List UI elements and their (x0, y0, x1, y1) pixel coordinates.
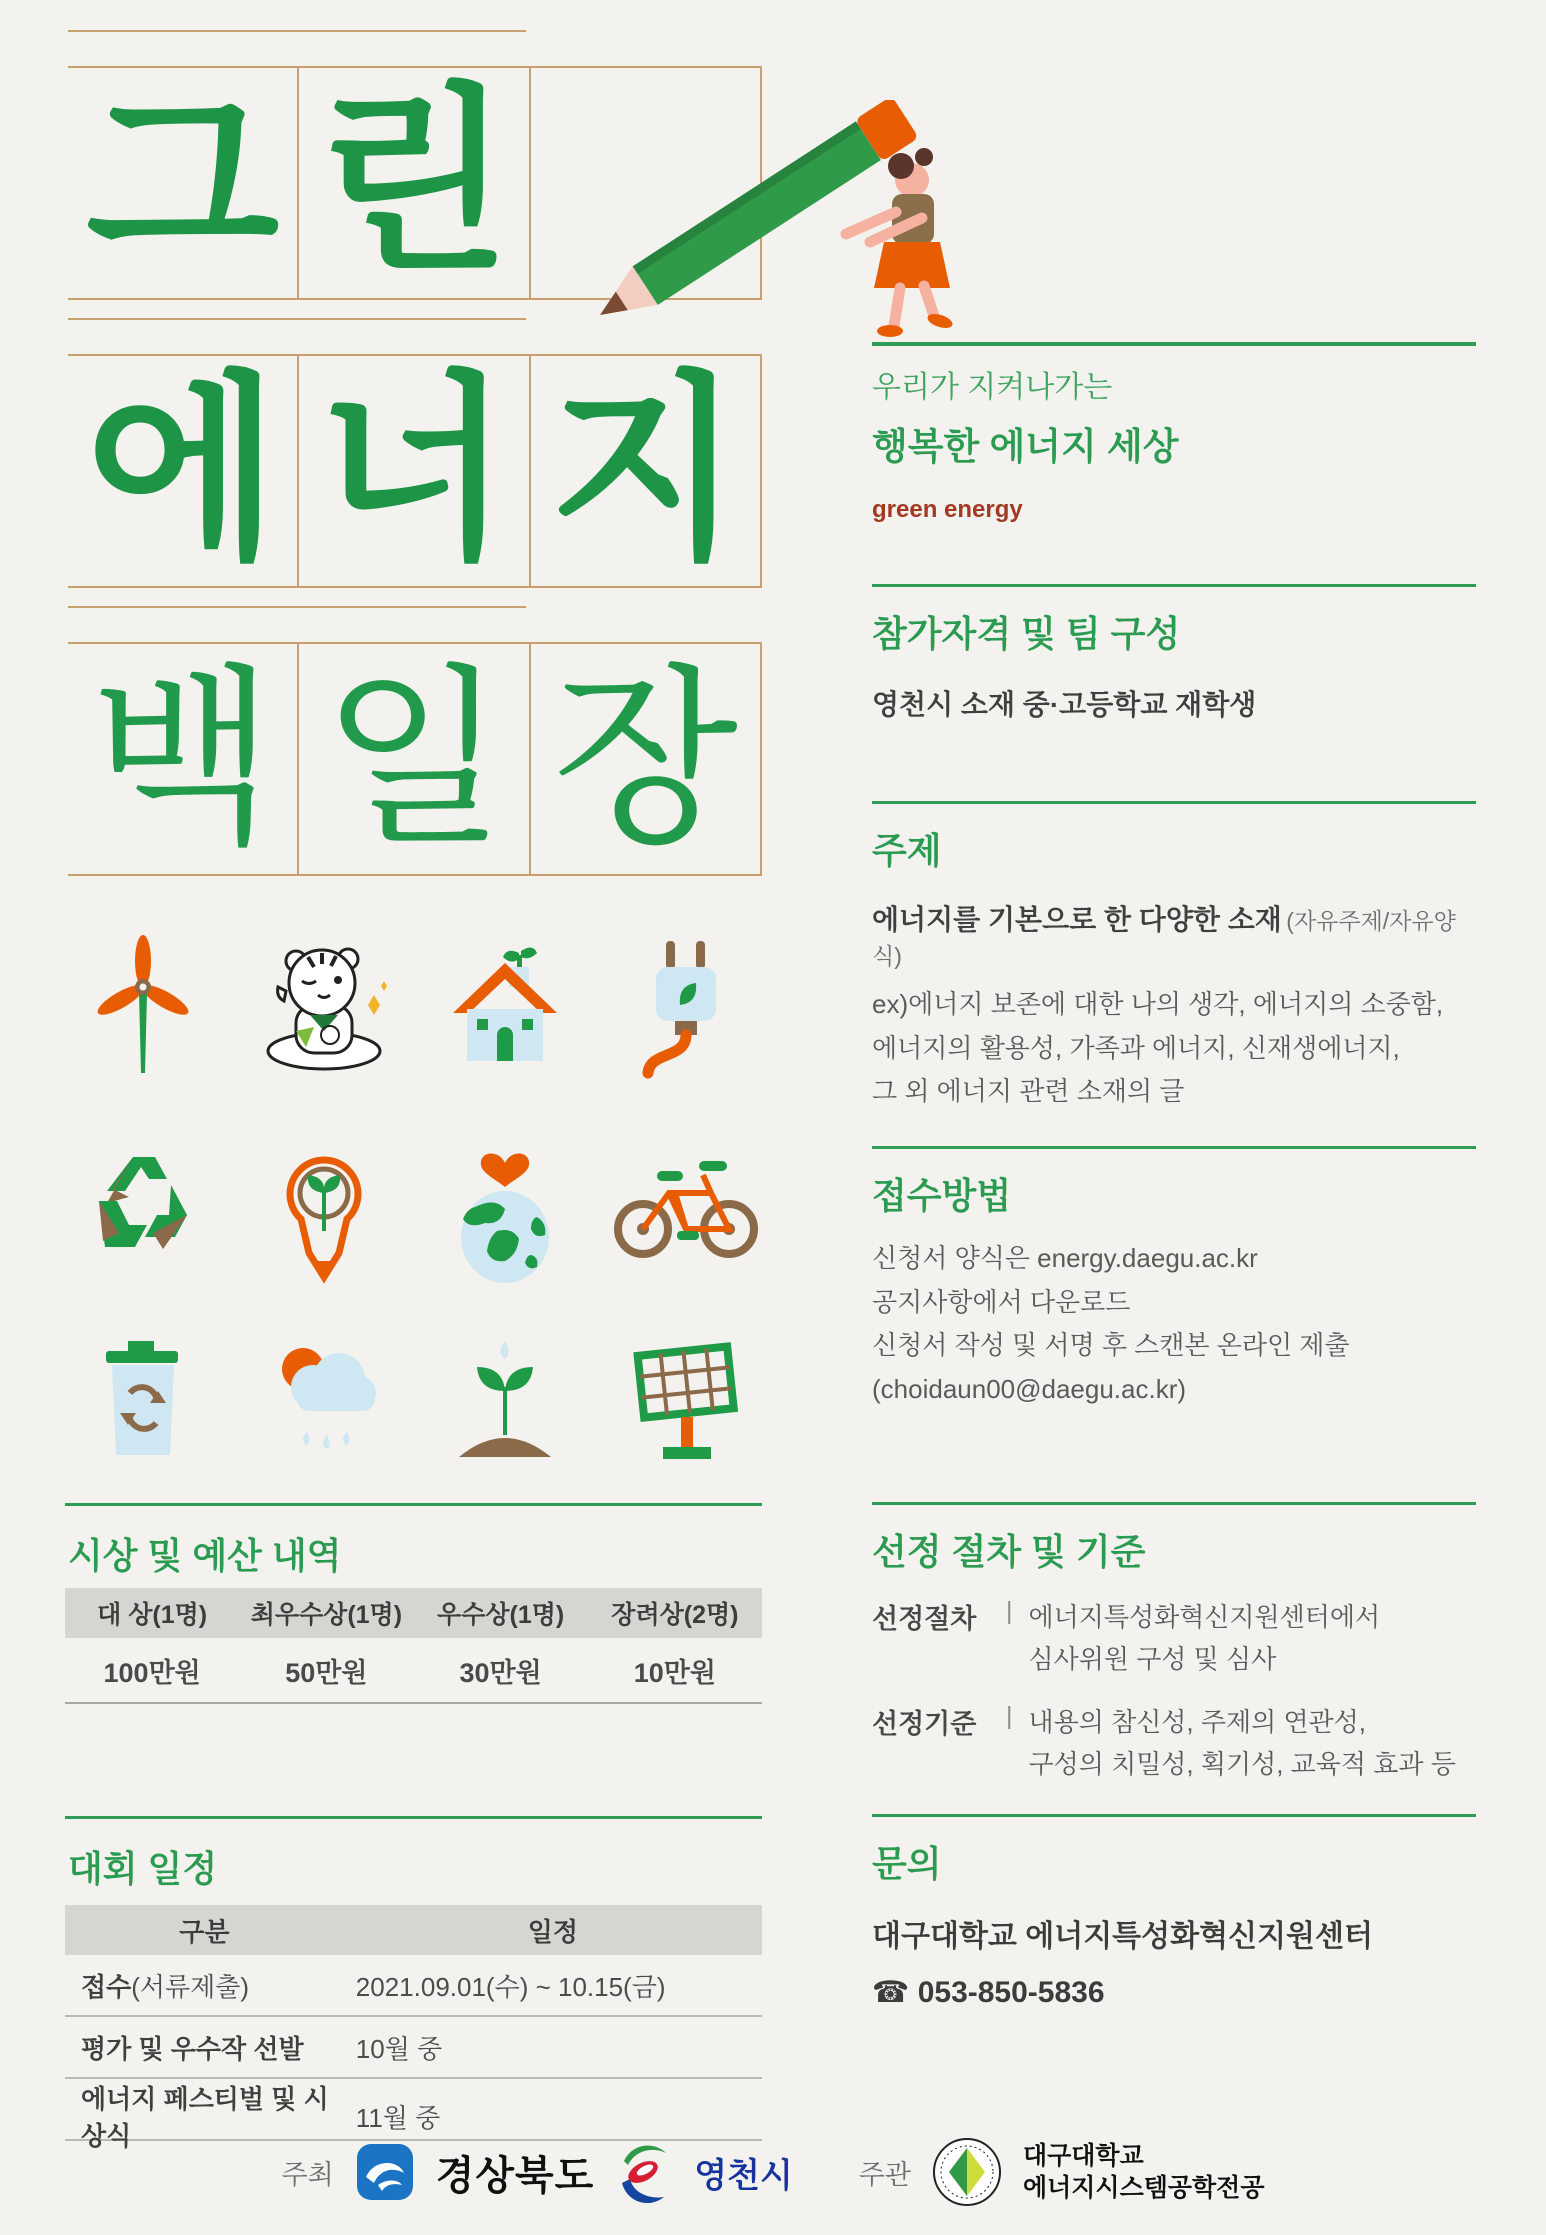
schedule-row-note: (서류제출) (131, 1971, 250, 2002)
selection-heading: 선정 절차 및 기준 (872, 1531, 1146, 1572)
awards-value: 50만원 (285, 1657, 368, 1688)
hero-underline (872, 342, 1476, 346)
schedule-heading: 대회 일정 (68, 1848, 218, 1889)
section-contact (872, 1836, 1482, 2010)
schedule-header-row (65, 1905, 762, 1955)
ruled-line (68, 30, 526, 32)
schedule-row (65, 2017, 762, 2079)
topic-line: ex)에너지 보존에 대한 나의 생각, 에너지의 소중함, (872, 989, 1444, 1019)
awards-value: 10만원 (633, 1657, 716, 1688)
topic-lead-note: (자유주제/자유양식) (872, 908, 1456, 969)
title-char: 지 (531, 356, 762, 586)
section-selection (872, 1524, 1482, 1785)
title-char: 일 (299, 644, 530, 874)
eligibility-body: 영천시 소재 중·고등학교 재학생 (872, 689, 1257, 720)
bicycle-icon (611, 1145, 761, 1265)
selection-procedure-line: 에너지특성화혁신지원센터에서 (1028, 1602, 1381, 1632)
section-rule (65, 1816, 762, 1819)
title-char: 에 (68, 356, 299, 586)
icons-row-1 (52, 935, 776, 1080)
selection-criteria-label: 선정기준 (872, 1709, 977, 1740)
awards-col-header: 대 상(1명) (97, 1601, 208, 1629)
icons-row-2 (52, 1145, 776, 1290)
wind-turbine-icon (93, 935, 193, 1075)
apply-line: 신청서 작성 및 서명 후 스캔본 온라인 제출 (872, 1330, 1350, 1361)
awards-table (65, 1588, 762, 1704)
title-char: 린 (299, 68, 530, 298)
awards-value-row (65, 1638, 762, 1704)
host-label: 주최 (281, 2159, 334, 2190)
hero-taglines (872, 362, 1482, 524)
schedule-row-value: 11월 중 (355, 2102, 441, 2133)
schedule-row-value: 10월 중 (355, 2033, 443, 2064)
apply-line: 공지사항에서 다운로드 (872, 1286, 1131, 1317)
divider-bar: | (1006, 1702, 1013, 1731)
eco-house-icon (445, 935, 565, 1075)
selection-criteria-line: 구성의 치밀성, 획기성, 교육적 효과 등 (1028, 1748, 1456, 1779)
ruled-line (68, 606, 526, 608)
awards-value: 30만원 (459, 1657, 542, 1688)
title-char: 너 (299, 356, 530, 586)
section-rule (872, 1502, 1476, 1505)
footer (0, 2136, 1546, 2208)
schedule-row-label: 평가 및 우수작 선발 (81, 2033, 304, 2064)
gyeongsangbukdo-logo (354, 2141, 416, 2203)
solar-panel-icon (621, 1335, 751, 1465)
earth-heart-icon (445, 1145, 565, 1285)
selection-procedure-row (872, 1597, 1482, 1680)
host2-name: 영천시 (694, 2156, 793, 2195)
awards-value: 100만원 (103, 1657, 201, 1688)
topic-line: 그 외 에너지 관련 소재의 글 (872, 1076, 1185, 1107)
section-apply (872, 1168, 1482, 1412)
title-char: 그 (68, 68, 299, 298)
divider-bar: | (1006, 1597, 1013, 1625)
schedule-table (65, 1905, 762, 2151)
apply-line: (choidaun00@daegu.ac.kr) (872, 1374, 1187, 1405)
power-plug-icon (626, 935, 746, 1080)
topic-line: 에너지의 활용성, 가족과 에너지, 신재생에너지, (872, 1032, 1400, 1063)
tagline-green-energy: green energy (872, 496, 1023, 523)
recycle-icon (83, 1145, 203, 1270)
section-rule (872, 1814, 1476, 1817)
contact-heading: 문의 (872, 1843, 942, 1884)
selection-procedure-line: 심사위원 구성 및 심사 (1028, 1643, 1277, 1674)
schedule-col-header: 구분 (179, 1916, 230, 1947)
awards-heading: 시상 및 예산 내역 (68, 1535, 342, 1576)
section-topic (872, 823, 1482, 1114)
title-row-2 (68, 354, 762, 588)
tagline-line1: 우리가 지켜나가는 (872, 371, 1113, 404)
pencil-person-art (540, 100, 1060, 355)
selection-criteria-row (872, 1702, 1482, 1785)
eligibility-heading: 참가자격 및 팀 구성 (872, 613, 1181, 654)
tagline-line2: 행복한 에너지 세상 (872, 426, 1179, 467)
sprout-icon (445, 1335, 565, 1465)
selection-procedure-label: 선정절차 (872, 1604, 977, 1634)
organizer-line1: 대구대학교 (1022, 2141, 1144, 2170)
host1-name: 경상북도 (435, 2153, 595, 2198)
sun-rain-cloud-icon (261, 1335, 386, 1460)
organizer-label: 주관 (858, 2159, 911, 2190)
schedule-col-header: 일정 (527, 1916, 578, 1947)
schedule-row-label: 접수 (81, 1971, 132, 2002)
tiger-mascot-icon (244, 935, 404, 1075)
icons-row-3 (52, 1335, 776, 1465)
bulb-sprout-icon (269, 1145, 379, 1290)
awards-header-row (65, 1588, 762, 1638)
schedule-row-label: 에너지 페스티벌 및 시상식 (81, 2084, 329, 2151)
section-rule (65, 1503, 762, 1506)
title-char: 장 (531, 644, 762, 874)
ruled-line (68, 318, 526, 320)
awards-col-header: 장려상(2명) (611, 1601, 739, 1629)
apply-line: 신청서 양식은 energy.daegu.ac.kr (872, 1243, 1258, 1273)
title-row-3 (68, 642, 762, 876)
schedule-row-value: 2021.09.01(수) ~ 10.15(금) (355, 1971, 666, 2002)
contact-phone: ☎ 053-850-5836 (872, 1976, 1105, 2009)
section-rule (872, 584, 1476, 587)
topic-lead: 에너지를 기본으로 한 다양한 소재 (872, 904, 1282, 935)
schedule-row (65, 2079, 762, 2151)
apply-heading: 접수방법 (872, 1175, 1012, 1216)
topic-heading: 주제 (872, 830, 942, 871)
organizer-line2: 에너지시스템공학전공 (1022, 2174, 1265, 2202)
section-rule (872, 1146, 1476, 1149)
trash-bin-icon (88, 1335, 198, 1460)
pencil-person-illustration (540, 100, 1060, 355)
awards-col-header: 우수상(1명) (437, 1601, 565, 1629)
section-eligibility (872, 606, 1482, 723)
selection-criteria-line: 내용의 참신성, 주제의 연관성, (1028, 1707, 1367, 1738)
section-rule (872, 801, 1476, 804)
title-char: 백 (68, 644, 299, 874)
schedule-row (65, 1955, 762, 2017)
awards-col-header: 최우수상(1명) (250, 1601, 403, 1629)
contact-org: 대구대학교 에너지특성화혁신지원센터 (872, 1920, 1373, 1953)
yeongcheon-logo (614, 2139, 674, 2205)
daegu-university-logo (931, 2136, 1003, 2208)
